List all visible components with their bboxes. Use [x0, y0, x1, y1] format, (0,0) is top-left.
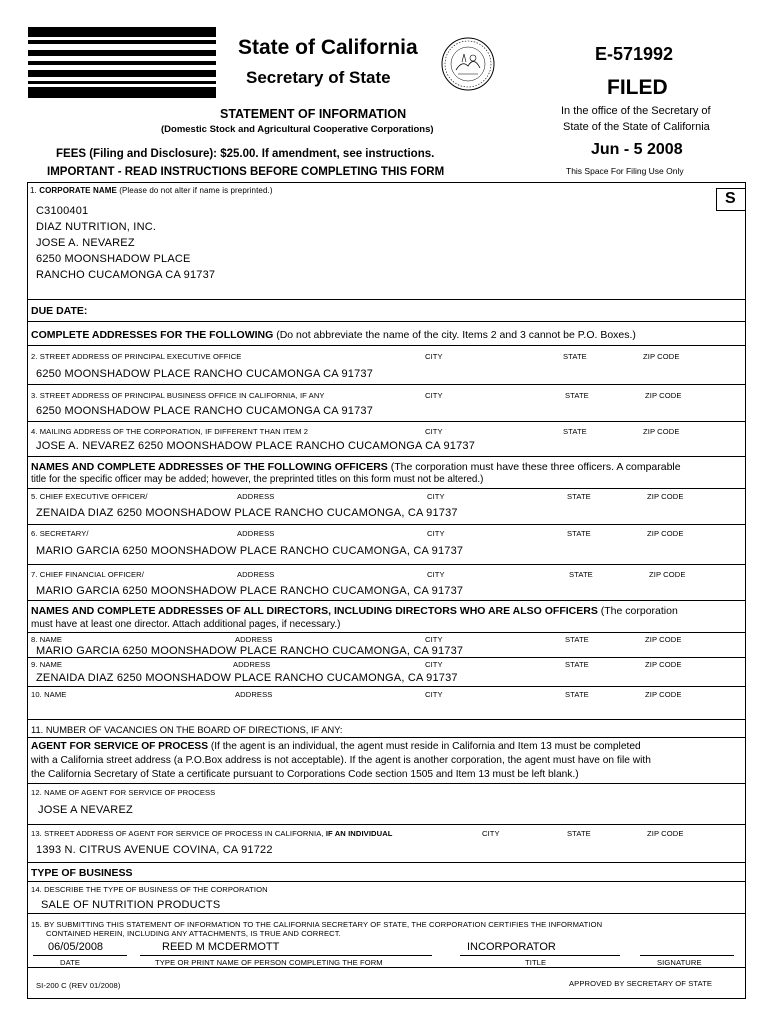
addresses-heading: COMPLETE ADDRESSES FOR THE FOLLOWING (Do not abbreviate the name of the city. Items 2 and 3 cannot be P.O. Boxes.)	[31, 329, 636, 341]
item14-label: 14. DESCRIBE THE TYPE OF BUSINESS OF THE CORPORATION	[31, 885, 268, 894]
item4-city-label: CITY	[425, 427, 443, 436]
item13-value: 1393 N. CITRUS AVENUE COVINA, CA 91722	[36, 844, 273, 856]
vacancies-label: 11. NUMBER OF VACANCIES ON THE BOARD OF DIRECTIONS, IF ANY:	[31, 725, 343, 735]
corporate-line: RANCHO CUCAMONGA CA 91737	[36, 269, 216, 281]
office-line-1: In the office of the Secretary of	[561, 105, 711, 117]
filing-use-note: This Space For Filing Use Only	[566, 166, 684, 176]
item10-zip-label: ZIP CODE	[645, 690, 682, 699]
directors-heading-line2: must have at least one director. Attach additional pages, if necessary.)	[31, 619, 341, 630]
item7-label: 7. CHIEF FINANCIAL OFFICER/	[31, 570, 144, 579]
certify-line1: 15. BY SUBMITTING THIS STATEMENT OF INFORMATION TO THE CALIFORNIA SECRETARY OF STATE, THE CORPORATION CERTIFIES THE INFORMATION	[31, 920, 603, 929]
item10-state-label: STATE	[565, 690, 589, 699]
item4-label: 4. MAILING ADDRESS OF THE CORPORATION, IF DIFFERENT THAN ITEM 2	[31, 427, 309, 436]
office-line-2: State of the State of California	[563, 121, 710, 133]
item9-address-label: ADDRESS	[233, 660, 271, 669]
item6-value: MARIO GARCIA 6250 MOONSHADOW PLACE RANCHO CUCAMONGA, CA 91737	[36, 545, 464, 557]
corporate-line: 6250 MOONSHADOW PLACE	[36, 253, 191, 265]
item8-state-label: STATE	[565, 635, 589, 644]
certify-title-value: INCORPORATOR	[467, 941, 556, 953]
corporate-name-block	[36, 203, 215, 283]
item13-label: 13. STREET ADDRESS OF AGENT FOR SERVICE OF PROCESS IN CALIFORNIA, IF AN INDIVIDUAL	[31, 829, 393, 838]
header-secretary: Secretary of State	[246, 68, 391, 87]
item7-zip-label: ZIP CODE	[649, 570, 686, 579]
item5-zip-label: ZIP CODE	[647, 492, 684, 501]
certify-name-label: TYPE OR PRINT NAME OF PERSON COMPLETING THE FORM	[155, 958, 383, 967]
corporate-line: JOSE A. NEVAREZ	[36, 237, 135, 249]
filed-stamp: FILED	[607, 76, 668, 99]
item8-value: MARIO GARCIA 6250 MOONSHADOW PLACE RANCHO CUCAMONGA, CA 91737	[36, 645, 464, 657]
item6-label: 6. SECRETARY/	[31, 529, 89, 538]
item7-state-label: STATE	[569, 570, 593, 579]
item5-label: 5. CHIEF EXECUTIVE OFFICER/	[31, 492, 148, 501]
directors-heading: NAMES AND COMPLETE ADDRESSES OF ALL DIRECTORS, INCLUDING DIRECTORS WHO ARE ALSO OFFICERS (The corporation	[31, 605, 678, 617]
item13-city-label: CITY	[482, 829, 500, 838]
item5-value: ZENAIDA DIAZ 6250 MOONSHADOW PLACE RANCHO CUCAMONGA, CA 91737	[36, 507, 458, 519]
item2-zip-label: ZIP CODE	[643, 352, 680, 361]
item8-city-label: CITY	[425, 635, 443, 644]
item9-city-label: CITY	[425, 660, 443, 669]
form-id: SI-200 C (REV 01/2008)	[36, 981, 121, 990]
item7-value: MARIO GARCIA 6250 MOONSHADOW PLACE RANCHO CUCAMONGA, CA 91737	[36, 585, 464, 597]
important-note: IMPORTANT - READ INSTRUCTIONS BEFORE COMPLETING THIS FORM	[47, 166, 445, 178]
item6-city-label: CITY	[427, 529, 445, 538]
due-date: DUE DATE:	[31, 305, 88, 317]
item8-label: 8. NAME	[31, 635, 63, 644]
item5-city-label: CITY	[427, 492, 445, 501]
corporate-line: C3100401	[36, 205, 89, 217]
officers-heading-line2: title for the specific officer may be added; however, the preprinted titles on this form must not be altered.)	[31, 474, 484, 485]
item12-label: 12. NAME OF AGENT FOR SERVICE OF PROCESS	[31, 788, 216, 797]
item9-value: ZENAIDA DIAZ 6250 MOONSHADOW PLACE RANCHO CUCAMONGA, CA 91737	[36, 672, 458, 684]
s-box-letter: S	[725, 190, 736, 207]
approved-note: APPROVED BY SECRETARY OF STATE	[569, 979, 713, 988]
item12-value: JOSE A NEVAREZ	[38, 804, 133, 816]
item3-value: 6250 MOONSHADOW PLACE RANCHO CUCAMONGA CA 91737	[36, 405, 374, 417]
item10-label: 10. NAME	[31, 690, 67, 699]
business-heading: TYPE OF BUSINESS	[31, 867, 133, 879]
certify-name-value: REED M MCDERMOTT	[162, 941, 280, 953]
agent-note-line2: with a California street address (a P.O.Box address is not acceptable). If the agent is another corporation, the agent must have on file with	[31, 755, 651, 766]
certify-title-label: TITLE	[525, 958, 547, 967]
item3-city-label: CITY	[425, 391, 443, 400]
statement-title: STATEMENT OF INFORMATION	[220, 107, 407, 121]
item7-city-label: CITY	[427, 570, 445, 579]
item9-zip-label: ZIP CODE	[645, 660, 682, 669]
item4-value: JOSE A. NEVAREZ 6250 MOONSHADOW PLACE RANCHO CUCAMONGA CA 91737	[36, 440, 476, 452]
item10-city-label: CITY	[425, 690, 443, 699]
item8-zip-label: ZIP CODE	[645, 635, 682, 644]
item8-address-label: ADDRESS	[235, 635, 273, 644]
item7-address-label: ADDRESS	[237, 570, 275, 579]
item2-city-label: CITY	[425, 352, 443, 361]
agent-note-line3: the California Secretary of State a certificate pursuant to Corporations Code section 1505 and Item 13 must be left blank.)	[31, 769, 579, 780]
item10-address-label: ADDRESS	[235, 690, 273, 699]
corporate-line: DIAZ NUTRITION, INC.	[36, 221, 157, 233]
item5-address-label: ADDRESS	[237, 492, 275, 501]
officers-heading: NAMES AND COMPLETE ADDRESSES OF THE FOLLOWING OFFICERS (The corporation must have these three officers. A comparable	[31, 461, 681, 473]
corporate-name-label: 1. CORPORATE NAME (Please do not alter if name is preprinted.)	[30, 186, 273, 195]
agent-heading: AGENT FOR SERVICE OF PROCESS (If the agent is an individual, the agent must reside in California and Item 13 must be completed	[31, 741, 641, 752]
state-seal-icon	[440, 36, 496, 92]
item2-state-label: STATE	[563, 352, 587, 361]
item3-label: 3. STREET ADDRESS OF PRINCIPAL BUSINESS OFFICE IN CALIFORNIA, IF ANY	[31, 391, 325, 400]
item9-label: 9. NAME	[31, 660, 63, 669]
item13-state-label: STATE	[567, 829, 591, 838]
item3-zip-label: ZIP CODE	[645, 391, 682, 400]
item5-state-label: STATE	[567, 492, 591, 501]
file-number: E-571992	[595, 44, 674, 64]
item9-state-label: STATE	[565, 660, 589, 669]
statement-subtitle: (Domestic Stock and Agricultural Cooperative Corporations)	[161, 124, 434, 135]
item2-label: 2. STREET ADDRESS OF PRINCIPAL EXECUTIVE OFFICE	[31, 352, 242, 361]
item3-state-label: STATE	[565, 391, 589, 400]
item4-zip-label: ZIP CODE	[643, 427, 680, 436]
item13-zip-label: ZIP CODE	[647, 829, 684, 838]
certify-signature-label: SIGNATURE	[657, 958, 702, 967]
filed-date: Jun - 5 2008	[591, 141, 683, 158]
certify-date-label: DATE	[60, 958, 81, 967]
item14-value: SALE OF NUTRITION PRODUCTS	[41, 899, 221, 911]
certify-date-value: 06/05/2008	[48, 941, 104, 953]
item6-state-label: STATE	[567, 529, 591, 538]
fees-note: FEES (Filing and Disclosure): $25.00. If amendment, see instructions.	[56, 148, 435, 160]
item6-zip-label: ZIP CODE	[647, 529, 684, 538]
item2-value: 6250 MOONSHADOW PLACE RANCHO CUCAMONGA CA 91737	[36, 368, 374, 380]
certify-line2: CONTAINED HEREIN, INCLUDING ANY ATTACHMENTS, IS TRUE AND CORRECT.	[46, 929, 341, 938]
item6-address-label: ADDRESS	[237, 529, 275, 538]
item4-state-label: STATE	[563, 427, 587, 436]
header-state: State of California	[238, 36, 418, 59]
